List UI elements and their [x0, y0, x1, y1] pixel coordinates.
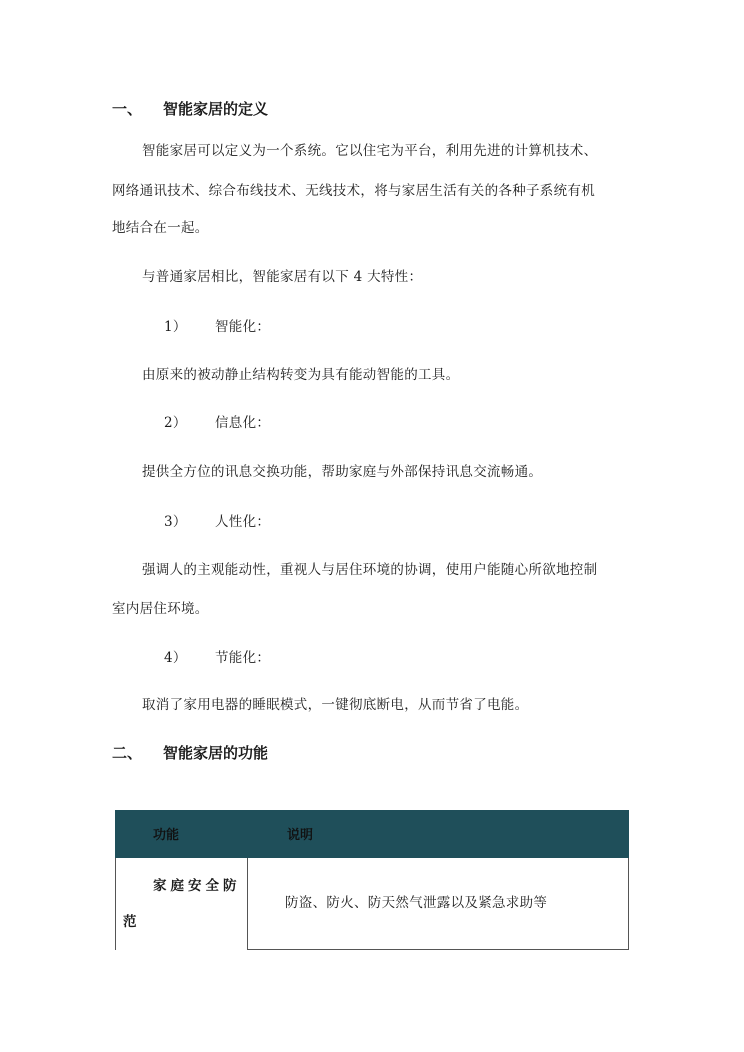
feature-2-desc: 提供全方位的讯息交换功能，帮助家庭与外部保持讯息交流畅通。: [142, 464, 543, 480]
feature-3-desc-line-2: 室内居住环境。: [112, 601, 209, 617]
feature-3-name: 人性化：: [215, 514, 271, 530]
section-1-number: 一、: [112, 100, 143, 118]
table-cell-function-line-2: 范: [123, 914, 137, 930]
table-border-left: [115, 858, 116, 950]
table-border-bottom: [247, 949, 629, 950]
feature-4-name: 节能化：: [215, 650, 271, 666]
intro-line-1: 智能家居可以定义为一个系统。它以住宅为平台，利用先进的计算机技术、: [142, 143, 598, 159]
table-cell-function-line-1: 家庭安全防: [153, 878, 241, 894]
table-header-row: [115, 810, 629, 858]
features-lead: 与普通家居相比，智能家居有以下 4 大特性：: [142, 269, 423, 285]
feature-2-name: 信息化：: [215, 415, 271, 431]
table-header-description: 说明: [287, 828, 314, 843]
table-border-middle: [247, 858, 248, 950]
feature-3-desc-line-1: 强调人的主观能动性，重视人与居住环境的协调，使用户能随心所欲地控制: [142, 562, 598, 578]
feature-2-number: 2）: [164, 415, 187, 431]
feature-3-number: 3）: [164, 514, 187, 530]
intro-line-3: 地结合在一起。: [112, 220, 209, 236]
feature-1-number: 1）: [164, 319, 187, 335]
feature-4-number: 4）: [164, 650, 187, 666]
table-border-right: [628, 858, 629, 950]
feature-1-name: 智能化：: [215, 319, 271, 335]
section-1-title: 智能家居的定义: [163, 100, 269, 118]
intro-line-2: 网络通讯技术、综合布线技术、无线技术，将与家居生活有关的各种子系统有机: [112, 183, 595, 199]
feature-4-desc: 取消了家用电器的睡眠模式，一键彻底断电，从而节省了电能。: [142, 697, 529, 713]
section-2-title: 智能家居的功能: [163, 744, 269, 762]
feature-1-desc: 由原来的被动静止结构转变为具有能动智能的工具。: [142, 367, 460, 383]
section-2-number: 二、: [112, 744, 143, 762]
table-header-function: 功能: [153, 828, 180, 843]
table-cell-description: 防盗、防火、防天然气泄露以及紧急求助等: [285, 895, 548, 911]
